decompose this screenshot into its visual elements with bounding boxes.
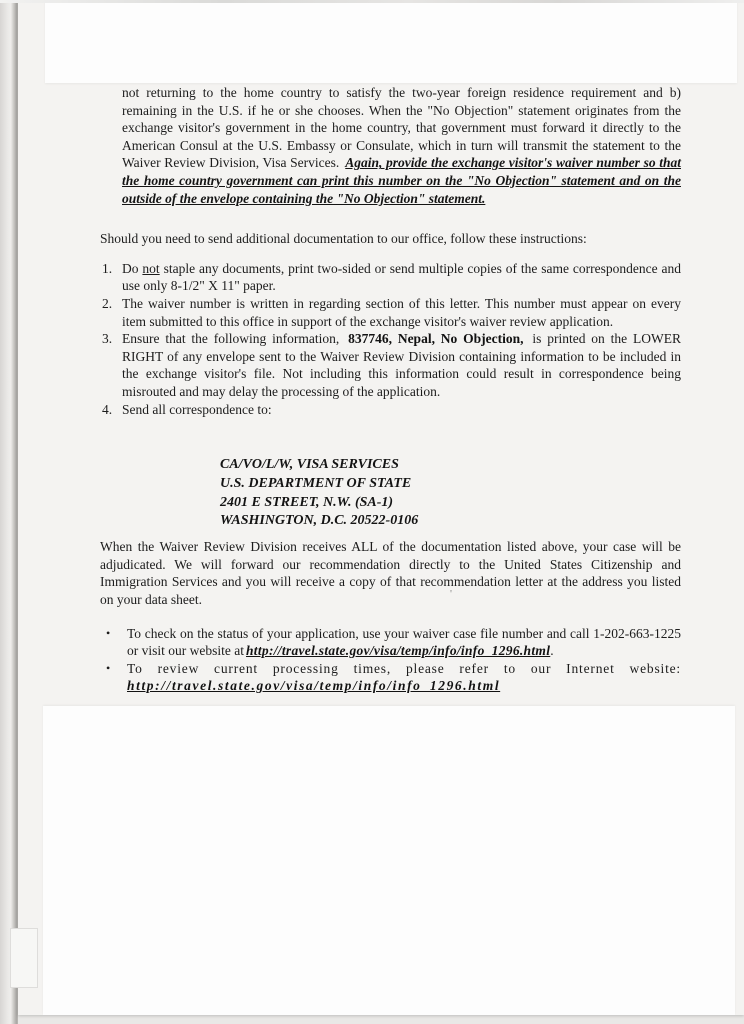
bullet-1-after: . (550, 643, 554, 659)
bullet-1-text (127, 625, 681, 660)
list-item-3-after: is printed on the LOWER RIGHT of any envelope sent to the Waiver Review Division containing information to be included in the exchange visitor's file. Not including this information could result in correspondence being misrouted and may delay the processing of the application. (122, 331, 681, 399)
bullet-2-before: To review current processing times, please refer to our Internet website: (127, 660, 681, 676)
list-item-1-after: staple any documents, print two-sided or send multiple copies of the same correspondence and use only 8-1/2" X 11" paper. (122, 260, 682, 294)
list-item-3-text (122, 330, 681, 400)
list-item-2 (102, 295, 681, 330)
address-line-2: U.S. DEPARTMENT OF STATE (220, 475, 412, 491)
instructions-intro: Should you need to send additional documentation to our office, follow these instructions: (100, 231, 587, 247)
processing-times-url: http://travel.state.gov/visa/temp/info/info_1296.html (127, 678, 501, 694)
list-item-1 (102, 260, 681, 295)
list-item-2-text: The waiver number is written in regarding section of this letter. This number must appear on every item submitted to this office in support of the exchange visitor's waiver review application. (122, 295, 681, 329)
case-number-bold-text: 837746, Nepal, No Objection, (348, 331, 524, 347)
scan-artifact-mark: ' (450, 588, 452, 600)
list-item-1-underlined-word: not (142, 260, 160, 276)
bottom-white-sheet (43, 706, 735, 1015)
list-item-4-text: Send all correspondence to: (122, 401, 272, 417)
instructions-list (102, 260, 681, 418)
list-item-3 (102, 330, 681, 400)
address-line-1: CA/VO/L/W, VISA SERVICES (220, 457, 399, 473)
bullet-item-processing-times (104, 660, 681, 695)
list-item-1-text (122, 260, 681, 295)
status-website-url: http://travel.state.gov/visa/temp/info/info_1296.html (245, 643, 551, 659)
mailing-address-block (220, 456, 744, 531)
list-item-2-number: 2. (102, 295, 113, 311)
bullet-icon: • (106, 625, 111, 640)
list-item-4-number: 4. (102, 401, 113, 417)
list-item-1-before: Do (122, 260, 143, 276)
continuation-paragraph-text: not returning to the home country to satisfy the two-year foreign residence requirement and b) remaining in the U.S. if he or she chooses. When the "No Objection" statement originates from the exchange visitor's government in the home country, that government must forward it directly to the American Consul at the U.S. Embassy or Consulate, which in turn will transmit the statement to the Waiver Review Division, Visa Services. (122, 85, 681, 171)
address-line-3: 2401 E STREET, N.W. (SA-1) (220, 494, 394, 510)
address-line-4: WASHINGTON, D.C. 20522-0106 (220, 513, 419, 529)
bullet-1-before: To check on the status of your application, use your waiver case file number and call 1-202-663-1225 or visit our website at (127, 625, 681, 659)
list-item-4 (102, 401, 681, 419)
bullet-2-text (127, 660, 681, 695)
letter-body (18, 0, 744, 695)
waiver-number-emphasis-text: Again, provide the exchange visitor's waiver number so that the home country government can print this number on the "No Objection" statement and on the outside of the envelope containing the "No Objection" statement. (122, 155, 681, 206)
bullet-icon: • (106, 660, 111, 675)
list-item-3-number: 3. (102, 331, 113, 347)
bullet-item-status-check (104, 625, 681, 660)
list-item-3-before: Ensure that the following information, (122, 331, 346, 347)
adjudication-paragraph: When the Waiver Review Division receives ALL of the documentation listed above, your case will be adjudicated. We will forward our recommendation directly to the United States Citizenship and Immigration Services and you will receive a copy of that recommendation letter at the address you listed on your data sheet. (100, 539, 681, 608)
footer-bullet-list (104, 625, 681, 695)
list-item-1-number: 1. (102, 260, 113, 276)
continuation-paragraph (122, 84, 681, 207)
underlying-page-corner (10, 928, 38, 988)
letter-paper (18, 0, 744, 1015)
scanner-bed-edge (0, 0, 18, 1024)
